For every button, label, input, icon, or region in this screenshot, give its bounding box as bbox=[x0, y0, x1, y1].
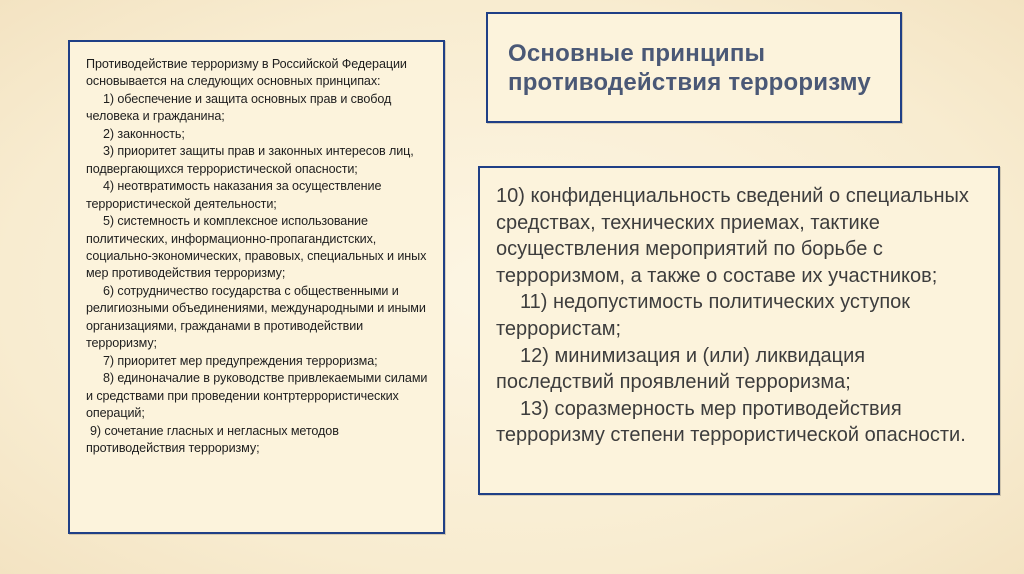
principle-item-13: 13) соразмерность мер противодействия терроризму степени террористической опасности. bbox=[496, 397, 966, 447]
slide-title-line-2: противодействия терроризму bbox=[508, 69, 871, 96]
principles-continued-panel bbox=[478, 166, 1000, 495]
slide-title-line-1: Основные принципы bbox=[508, 40, 766, 67]
slide-title bbox=[508, 39, 890, 97]
principle-item-3: 3) приоритет защиты прав и законных интересов лиц, подвергающихся террористической опасности; bbox=[86, 144, 414, 176]
principle-item-4: 4) неотвратимость наказания за осуществление террористической деятельности; bbox=[86, 179, 382, 211]
principle-item-11: 11) недопустимость политических уступок террористам; bbox=[496, 291, 911, 340]
title-panel bbox=[486, 12, 902, 123]
principles-intro: Противодействие терроризму в Российской Федерации основывается на следующих основных принципах: bbox=[86, 57, 407, 89]
principle-item-12: 12) минимизация и (или) ликвидация последствий проявлений терроризма; bbox=[496, 344, 866, 394]
principles-list-panel bbox=[68, 40, 445, 534]
principle-item-7: 7) приоритет мер предупреждения терроризма; bbox=[103, 353, 378, 368]
principle-item-6: 6) сотрудничество государства с общественными и религиозными объединениями, международными и иными организациями, гражданами в противодействии терроризму; bbox=[86, 283, 426, 351]
principles-continued-list bbox=[496, 183, 988, 449]
principle-item-5: 5) системность и комплексное использование политических, информационно-пропагандистских, социально-экономических, правовых, специальных и иных мер противодействия терроризму; bbox=[86, 214, 427, 281]
principle-item-2: 2) законность; bbox=[103, 126, 185, 141]
principle-item-9: 9) сочетание гласных и негласных методов противодействия терроризму; bbox=[86, 423, 339, 455]
principle-item-10: 10) конфиденциальность сведений о специальных средствах, технических приемах, тактике осуществления мероприятий по борьбе с терроризмом, а также о составе их участников; bbox=[496, 185, 969, 287]
principle-item-1: 1) обеспечение и защита основных прав и свобод человека и гражданина; bbox=[86, 91, 392, 124]
principles-list bbox=[86, 56, 433, 457]
principle-item-8: 8) единоначалие в руководстве привлекаемыми силами и средствами при проведении контртеррористических операций; bbox=[86, 371, 428, 421]
